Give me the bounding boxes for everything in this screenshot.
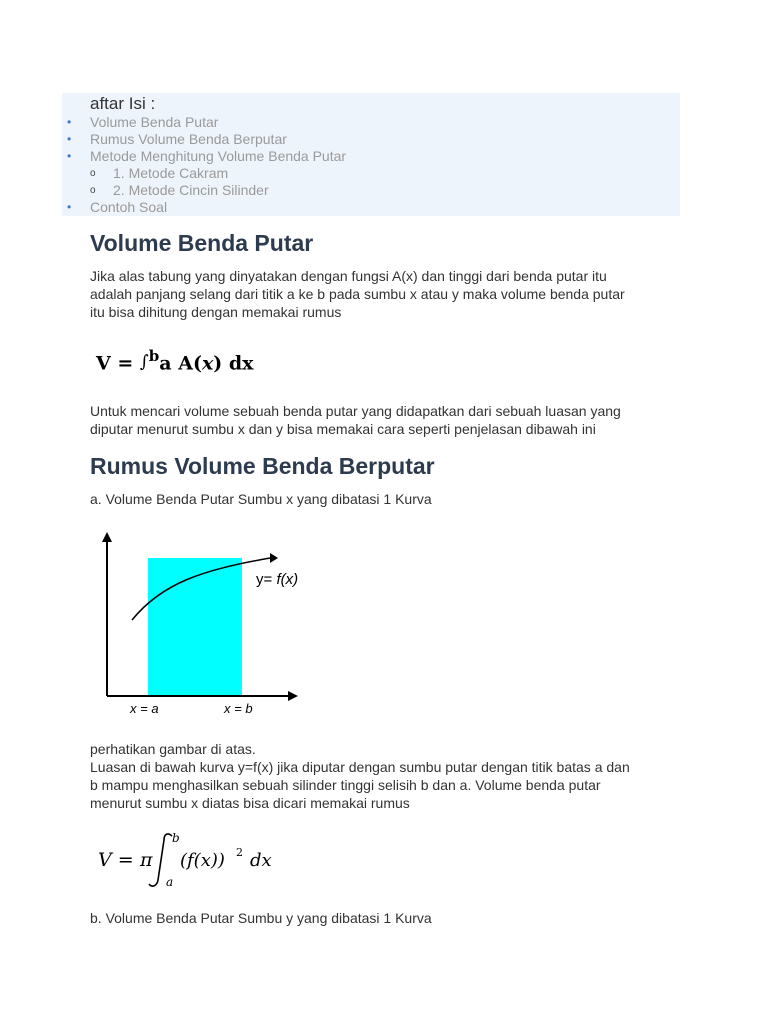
toc-link[interactable]: Contoh Soal	[90, 199, 168, 215]
formula-lhs: V =	[98, 849, 134, 871]
subheading-b: b. Volume Benda Putar Sumbu y yang dibatasi 1 Kurva	[90, 910, 432, 926]
toc-item[interactable]	[62, 148, 680, 165]
toc-list	[62, 114, 680, 216]
exponent: 2	[236, 846, 243, 859]
bullet-icon: •	[67, 132, 72, 146]
x-label-b: x = b	[224, 701, 253, 716]
integrand: (f(x))	[180, 850, 225, 871]
curve-arrowhead	[270, 553, 278, 563]
circle-bullet-icon: o	[90, 168, 96, 179]
paragraph	[90, 402, 680, 438]
toc-link[interactable]: Metode Menghitung Volume Benda Putar	[90, 148, 347, 164]
toc-title: aftar Isi :	[90, 94, 156, 113]
upper-limit: b	[172, 831, 180, 845]
lower-limit: a	[166, 875, 174, 889]
text-line: Jika alas tabung yang dinyatakan dengan fungsi A(x) dan tinggi dari benda putar itu	[90, 268, 607, 284]
circle-bullet-icon: o	[90, 185, 96, 196]
toc-item[interactable]	[62, 131, 680, 148]
shaded-area	[148, 558, 242, 696]
integral-sign: ∫	[139, 352, 149, 373]
toc-item[interactable]	[62, 199, 680, 216]
toc-link[interactable]: 1. Metode Cakram	[113, 165, 229, 181]
text-line: perhatikan gambar di atas.	[90, 741, 256, 757]
toc-item[interactable]	[62, 114, 680, 131]
toc-link[interactable]: 2. Metode Cincin Silinder	[113, 182, 269, 198]
toc-subitem[interactable]	[62, 182, 680, 199]
area-under-curve-figure	[92, 528, 312, 724]
formula-volume-integral	[96, 348, 253, 374]
section-heading-volume-benda-putar: Volume Benda Putar	[90, 230, 314, 256]
differential: dx	[250, 850, 272, 871]
toc-subitem[interactable]	[62, 165, 680, 182]
text-line: Luasan di bawah kurva y=f(x) jika diputar dengan sumbu putar dengan titik batas a dan	[90, 759, 630, 775]
formula-volume-pi	[94, 828, 294, 890]
text-line: b mampu menghasilkan sebuah silinder tinggi selisih b dan a. Volume benda putar	[90, 777, 601, 793]
y-axis-arrowhead	[102, 532, 112, 542]
table-of-contents	[62, 93, 680, 216]
formula-body: A(x) dx	[178, 352, 254, 375]
paragraph	[90, 740, 680, 812]
toc-link[interactable]: Volume Benda Putar	[90, 114, 219, 130]
text-line: menurut sumbu x diatas bisa dicari memakai rumus	[90, 795, 410, 811]
upper-limit: b	[148, 347, 160, 365]
formula-lhs: V =	[96, 352, 134, 375]
x-axis-arrowhead	[288, 691, 298, 701]
text-line: itu bisa dihitung dengan memakai rumus	[90, 304, 342, 320]
curve-label: y= f(x)	[256, 571, 299, 588]
toc-link[interactable]: Rumus Volume Benda Berputar	[90, 131, 287, 147]
bullet-icon: •	[67, 115, 72, 129]
text-line: diputar menurut sumbu x dan y bisa memakai cara seperti penjelasan dibawah ini	[90, 421, 596, 437]
section-heading-rumus: Rumus Volume Benda Berputar	[90, 453, 435, 479]
subheading-a: a. Volume Benda Putar Sumbu x yang dibatasi 1 Kurva	[90, 491, 432, 507]
x-label-a: x = a	[130, 701, 159, 716]
text-line: Untuk mencari volume sebuah benda putar yang didapatkan dari sebuah luasan yang	[90, 403, 621, 419]
pi-symbol: π	[140, 849, 153, 871]
paragraph	[90, 267, 680, 321]
bullet-icon: •	[67, 149, 72, 163]
text-line: adalah panjang selang dari titik a ke b pada sumbu x atau y maka volume benda putar	[90, 286, 625, 302]
lower-limit: a	[159, 352, 172, 375]
bullet-icon: •	[67, 200, 72, 214]
